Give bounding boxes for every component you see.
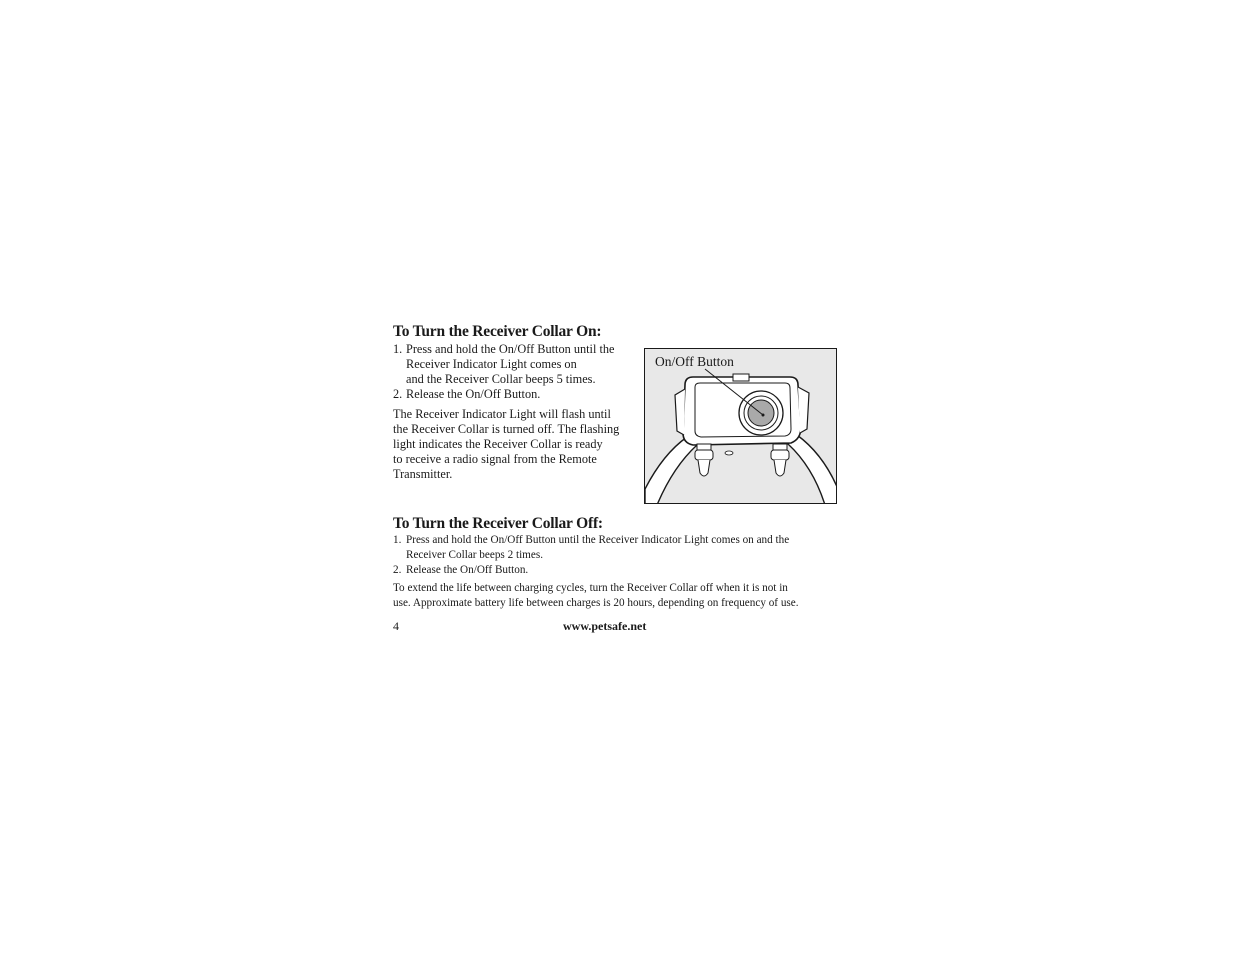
contact-point-left [695,444,713,476]
step-line: Receiver Collar beeps 2 times. [406,549,544,561]
step-line: Receiver Indicator Light comes on [406,357,577,371]
collar-strap-left [645,437,697,504]
section-turn-on-body [393,342,643,482]
page-number: 4 [393,619,399,633]
step-line: Release the On/Off Button. [406,564,529,576]
collar-illustration [644,348,837,504]
section-turn-off-heading: To Turn the Receiver Collar Off: [393,515,603,532]
turn-on-paragraph: The Receiver Indicator Light will flash until the Receiver Collar is turned off. The flashing light indicates the Receiver Collar is ready to receive a radio signal from the Remote Transmitter. [393,407,620,481]
turn-on-step-2: 2. Release the On/Off Button. [393,387,643,402]
section-turn-off-body [393,533,845,611]
turn-off-step-1: 1. Press and hold the On/Off Button until the Receiver Indicator Light comes on and the Receiver Collar beeps 2 times. [393,534,790,561]
step-line: Press and hold the On/Off Button until the Receiver Indicator Light comes on and the [406,534,790,546]
turn-off-steps [393,533,845,578]
step-line: Press and hold the On/Off Button until the [406,342,615,356]
section-turn-on-heading: To Turn the Receiver Collar On: [393,323,602,340]
contact-point-right [771,444,789,476]
turn-off-step-2: 2. Release the On/Off Button. [393,563,845,578]
collar-strap-right [788,435,837,504]
step-line: and the Receiver Collar beeps 5 times. [406,372,596,386]
step-line: Release the On/Off Button. [406,387,541,401]
on-off-button-label: On/Off Button [655,354,734,369]
turn-off-paragraph: To extend the life between charging cycles, turn the Receiver Collar off when it is not in use. Approximate battery life between charges is 20 hours, depending on frequency of use. [393,582,799,609]
section-turn-off [393,514,845,611]
website-url: www.petsafe.net [563,619,647,633]
receiver-collar-drawing [645,349,837,504]
turn-on-step-1: 1. Press and hold the On/Off Button until the Receiver Indicator Light comes on and the Receiver Collar beeps 5 times. [393,342,615,386]
section-turn-on [393,322,843,481]
turn-on-steps [393,342,643,402]
